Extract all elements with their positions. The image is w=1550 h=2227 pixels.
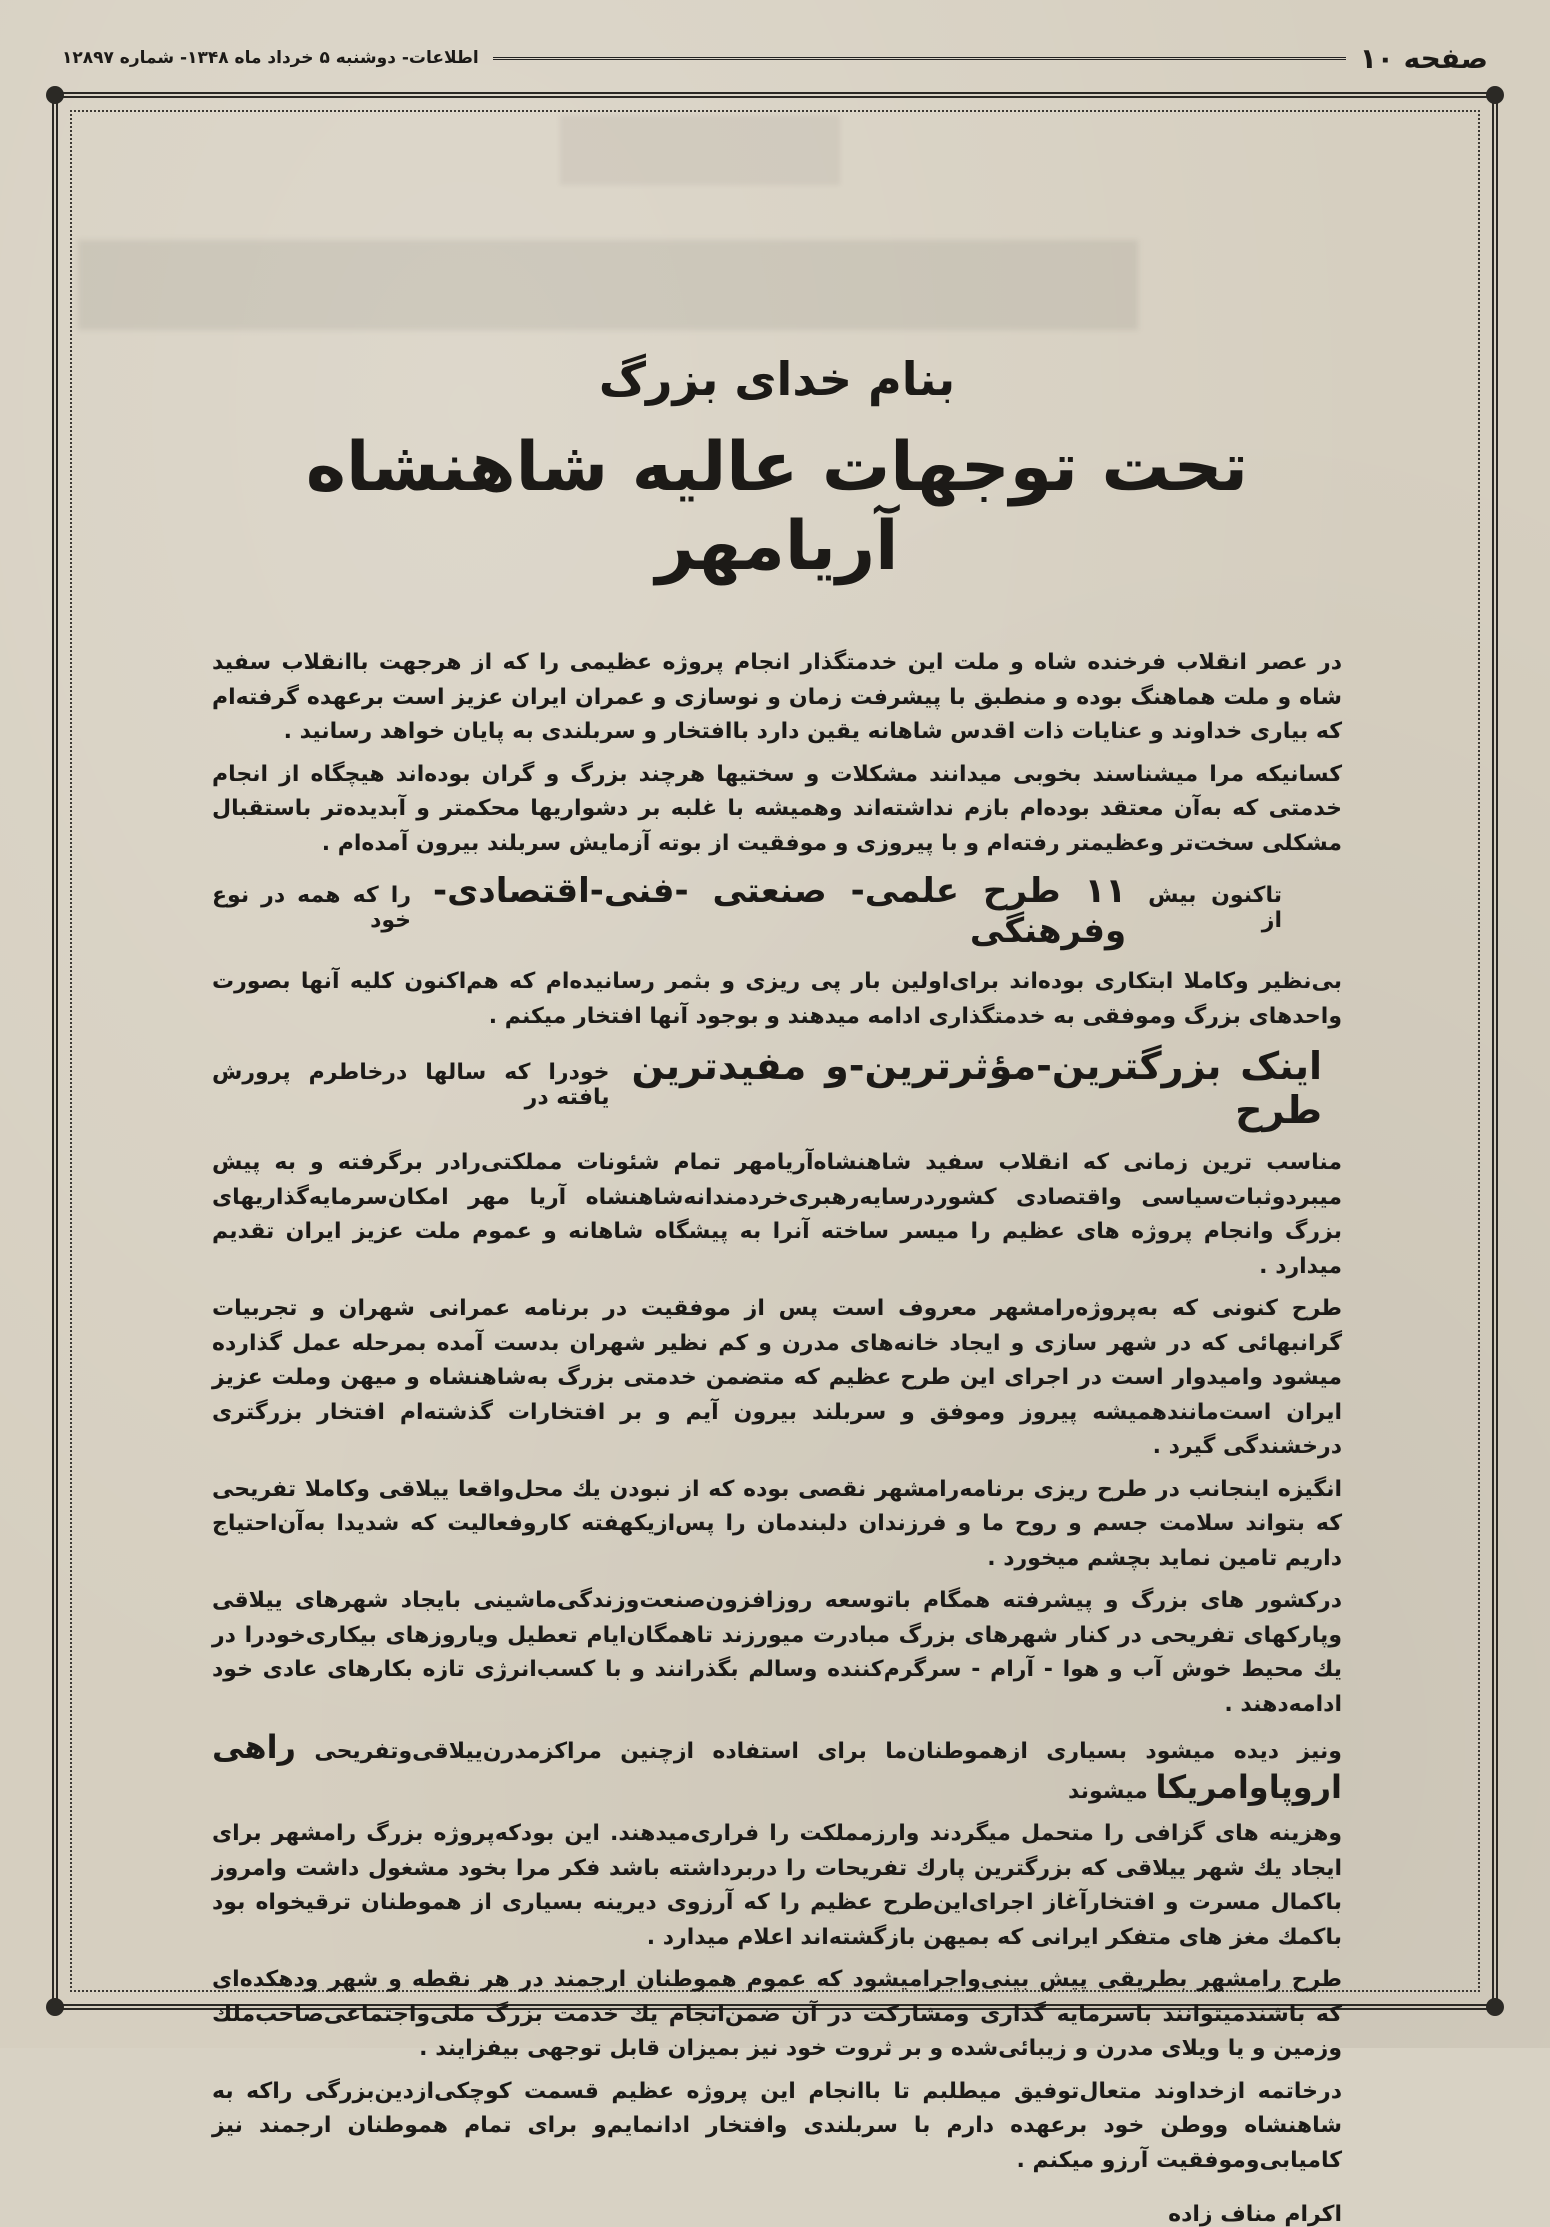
page-number: صفحه ۱۰ <box>1359 41 1488 75</box>
announcement-body <box>212 352 1342 2227</box>
emphasis-greatest: اینک بزرگترین-مؤثرترین-و مفیدترین طرح <box>631 1044 1322 1132</box>
corner-ornament <box>1486 1998 1504 2016</box>
paragraph-8-emphasis: راهی اروپاوامریکا <box>212 1728 1342 1806</box>
emphasis-suffix: را که همه در نوع خود <box>212 883 412 933</box>
paragraph-3: بی‌نظیر وکاملا ابتکاری بوده‌اند برای‌اولین بار پی ریزی و بثمر رسانیده‌ام که هم‌اکنون کلیه آنها بصورت واحدهای بزرگ وموفقی به خدمتگذاری ادامه میدهند و بوجود آنها افتخار میکنم . <box>212 969 1342 1029</box>
paragraph-6: انگیزه اینجانب در طرح ریزی برنامه‌رامشهر نقصی بوده که از نبودن یك محل‌واقعا ییلاقی وکاملا تفریحی که بتواند سلامت جسم و روح ما و فرزندان دلبندمان را پس‌ازیکهفته کاروفعالیت که شدیدا به‌آن‌احتیاج داریم تامین نماید بچشم میخورد . <box>212 1476 1342 1571</box>
corner-ornament <box>46 1998 64 2016</box>
corner-ornament <box>46 86 64 104</box>
signature: اکرام مناف زاده <box>1168 2202 1342 2227</box>
invocation-heading: بنام خدای بزرگ <box>598 352 956 406</box>
paragraph-9: وهزینه های گزافی را متحمل میگردند وارزمملکت را فراری‌میدهند. این بودکه‌پروژه بزرگ رامشهر برای ایجاد یك شهر ییلاقی که بزرگترین پارك تفریحات را دربرداشته باشد فکر مرا بخود مشغول داشت وامروز باکمال مسرت و افتخارآغاز اجرای‌این‌طرح عظیم را که آرزوی دیرینه بسیاری از هموطنان ترقیخواه بود باکمك مغز های متفکر ایرانی که بمیهن بازگشته‌اند اعلام میدارد . <box>212 1821 1342 1950</box>
main-headline: تحت توجهات عالیه شاهنشاه آریامهر <box>305 428 1249 586</box>
publication-info: اطلاعات- دوشنبه ۵ خرداد ماه ۱۳۴۸- شماره ۱۲۸۹۷ <box>62 48 479 68</box>
paragraph-11: درخاتمه ازخداوند متعال‌توفیق میطلبم تا باانجام این پروژه عظیم قسمت کوچکی‌ازدین‌بزرگی راکه به شاهنشاه ووطن خود برعهده دارم با سربلندی وافتخار ادانمایم‌و برای تمام هموطنان ارجمند نیز کامیابی‌وموفقیت آرزو میکنم . <box>212 2078 1342 2173</box>
header-rule <box>493 57 1346 60</box>
emphasis-line-greatest <box>212 1044 1342 1132</box>
paragraph-1: در عصر انقلاب فرخنده شاه و ملت این خدمتگذار انجام پروژه عظیمی را که از هرجهت باانقلاب سفید شاه و ملت هماهنگ بوده و منطبق با پیشرفت زمان و نوسازی و عمران ایران عزیز است برعهده گرفته‌ام که بیاری خداوند و عنایات ذات اقدس شاهانه یقین دارد باافتخار و سربلندی به پایان خواهد رسانید . <box>212 650 1342 744</box>
paragraph-8-start: ونیز دیده میشود بسیاری ازهموطنان‌ما برای استفاده ازچنین مراکزمدرن‌ییلاقی‌وتفریحی <box>314 1739 1342 1764</box>
corner-ornament <box>1486 86 1504 104</box>
paragraph-5: طرح کنونی که به‌پروژه‌رامشهر معروف است پس از موفقیت در برنامه عمرانی شهران و تجربیات گرانبهائی که در شهر سازی و ایجاد خانه‌های مدرن و کم نظیر شهران بدست آمده بمرحله عمل گذارده میشود وامیدوار است در اجرای این طرح عظیم که متضمن خدمتی بزرگ به‌شاهنشاه و میهن وملت عزیز ایران است‌مانندهمیشه پیروز وموفق و سربلند بیرون آیم و بر افتخارات گذشته‌ام افتخار بزرگتری درخشندگی گیرد . <box>212 1296 1342 1459</box>
emphasis-prefix: تاکنون بیش از <box>1148 883 1282 933</box>
paragraph-7: درکشور های بزرگ و پیشرفته همگام باتوسعه روزافزون‌صنعت‌وزندگی‌ماشینی بایجاد شهرهای ییلاقی وپارکهای تفریحی در کنار شهرهای بزرگ مبادرت میورزند تاهمگان‌ایام تعطیل ویاروزهای بیکاری‌خودرا در یك محیط خوش آب و هوا - آرام - سرگرم‌کننده وسالم بگذرانند و با کسب‌انرژی تازه بکارهای عادی خود ادامه‌دهند . <box>212 1588 1342 1717</box>
paragraph-10: طرح رامشهر بطریقی پیش بینی‌واجرامیشود که عموم هموطنان ارجمند در هر نقطه و شهر ودهکده‌ای که باشندمیتوانند باسرمایه گذاری ومشارکت در آن ضمن‌انجام یك خدمت بزرگ ملی‌واجتماعی‌صاحب‌ملك وزمین و یا ویلای مدرن و زیبائی‌شده و بر ثروت خود نیز بمیزان قابل توجهی بیفزایند . <box>212 1967 1342 2061</box>
paragraph-2: کسانیکه مرا میشناسند بخوبی میدانند مشکلات و سختیها هرچند بزرگ و گران بوده‌اند هیچگاه از انجام خدمتی که به‌آن معتقد بوده‌ام بازم نداشته‌اند وهمیشه با غلبه بر دشواریها محکمتر و آبدیده‌تر باستقبال مشکلی سخت‌تر وعظیمتر رفته‌ام و با پیروزی و موفقیت از بوته آزمایش سربلند بیرون آمده‌ام . <box>212 761 1342 856</box>
emphasis-line-projects <box>212 871 1342 951</box>
paragraph-8-end: میشوند <box>1068 1778 1148 1804</box>
page-header <box>62 38 1488 78</box>
emphasis-projects: ۱۱ طرح علمی- صنعتی -فنی-اقتصادی-وفرهنگی <box>433 871 1127 951</box>
paragraph-8 <box>212 1730 1342 1809</box>
emphasis-greatest-suffix: خودرا که سالها درخاطرم پرورش یافته در <box>212 1060 610 1110</box>
paragraph-4: مناسب ترین زمانی که انقلاب سفید شاهنشاه‌آریامهر تمام شئونات مملکتی‌رادر برگرفته و به پیش میبردوثبات‌سیاسی واقتصادی کشوردرسایه‌رهبری‌خردمندانه‌شاهنشاه آریا مهر امکان‌سرمایه‌گذاریهای بزرگ وانجام پروژه های عظیم را میسر ساخته آنرا به پیشگاه شاهانه و عموم ملت عزیز ایران تقدیم میدارد . <box>212 1150 1342 1279</box>
